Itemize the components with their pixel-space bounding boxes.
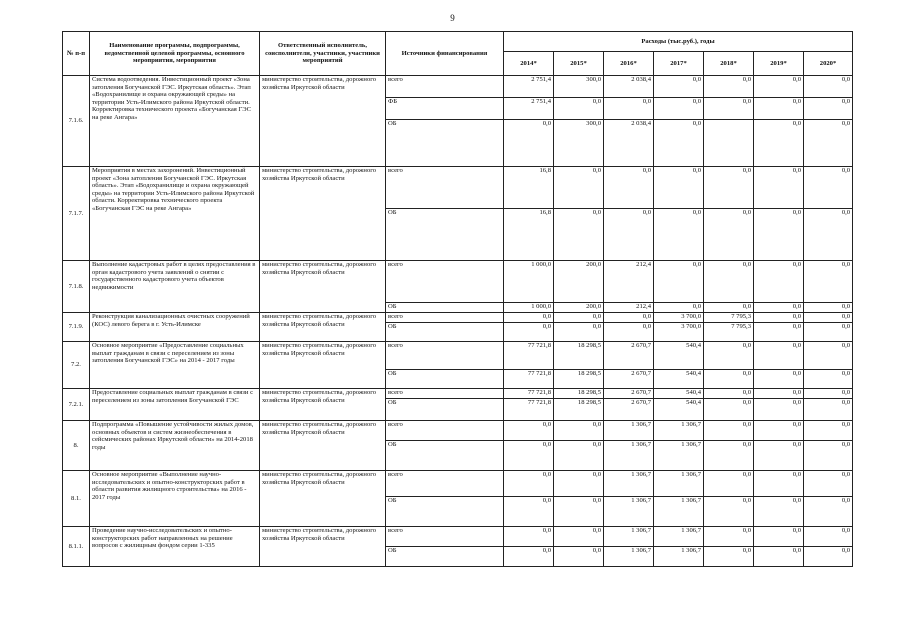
funding-source: ОБ [386, 497, 504, 527]
row-number: 7.1.7. [63, 167, 90, 261]
expense-value: 16,8 [504, 209, 554, 261]
table-row [63, 313, 853, 323]
funding-source: всего [386, 389, 504, 399]
header-expenses: Расходы (тыс.руб.), годы [504, 32, 853, 52]
funding-source: всего [386, 471, 504, 497]
activity-name: Основное мероприятие «Выполнение научно-исследовательских и опытно-конструкторских работ в области развития жилищного строительства» на 2016 - 2017 годы [90, 471, 260, 527]
expense-value: 0,0 [804, 547, 853, 567]
activity-name: Основное мероприятие «Предоставление социальных выплат гражданам в связи с переселением из зоны затопления Богучанской ГЭС» на 2014 - 2017 годы [90, 342, 260, 389]
activity-name: Выполнение кадастровых работ в целях предоставления в орган кадастрового учета заявлений о снятии с государственного кадастрового учета объектов недвижимости [90, 261, 260, 313]
expense-value: 1 306,7 [654, 547, 704, 567]
expense-value: 212,4 [604, 303, 654, 313]
expense-value: 0,0 [804, 261, 853, 303]
expense-value: 0,0 [704, 370, 754, 389]
row-number: 7.1.8. [63, 261, 90, 313]
expense-value: 2 670,7 [604, 342, 654, 370]
expense-value: 0,0 [554, 167, 604, 209]
expense-value: 0,0 [504, 471, 554, 497]
table-body [63, 76, 853, 567]
expense-value: 0,0 [554, 313, 604, 323]
expense-value: 540,4 [654, 342, 704, 370]
header-name: Наименование программы, подпрограммы, ведомственной целевой программы, основного мероприятия, мероприятия [90, 32, 260, 76]
responsible-executor: министерство строительства, дорожного хозяйства Иркутской области [260, 471, 386, 527]
expense-value [704, 120, 754, 167]
responsible-executor: министерство строительства, дорожного хозяйства Иркутской области [260, 167, 386, 261]
expense-value: 0,0 [704, 471, 754, 497]
responsible-executor: министерство строительства, дорожного хозяйства Иркутской области [260, 421, 386, 471]
expense-value: 1 306,7 [604, 527, 654, 547]
expense-value: 0,0 [654, 76, 704, 98]
expense-value: 0,0 [704, 98, 754, 120]
expense-value: 0,0 [704, 167, 754, 209]
expense-value: 0,0 [554, 547, 604, 567]
expense-value: 2 751,4 [504, 98, 554, 120]
expense-value: 2 751,4 [504, 76, 554, 98]
row-number: 8.1.1. [63, 527, 90, 567]
expense-value: 0,0 [754, 399, 804, 421]
expense-value: 0,0 [704, 421, 754, 441]
expense-value: 18 298,5 [554, 399, 604, 421]
expense-value: 2 038,4 [604, 120, 654, 167]
expense-value: 1 306,7 [654, 471, 704, 497]
expense-value: 0,0 [754, 497, 804, 527]
expense-value: 0,0 [804, 167, 853, 209]
activity-name: Проведение научно-исследовательских и опытно-конструкторских работ направленных на решение вопросов с жилищным фондом серии 1-335 [90, 527, 260, 567]
expense-value: 77 721,8 [504, 389, 554, 399]
row-number: 8. [63, 421, 90, 471]
header-year: 2017* [654, 52, 704, 76]
table-row [63, 261, 853, 303]
table-row [63, 471, 853, 497]
expense-value: 16,8 [504, 167, 554, 209]
funding-source: всего [386, 261, 504, 303]
funding-source: всего [386, 527, 504, 547]
funding-source: ОБ [386, 399, 504, 421]
expense-value: 1 306,7 [654, 497, 704, 527]
funding-source: всего [386, 421, 504, 441]
expense-value: 18 298,5 [554, 342, 604, 370]
funding-source: ОБ [386, 120, 504, 167]
expense-value: 0,0 [504, 120, 554, 167]
expense-value: 0,0 [754, 303, 804, 313]
expense-value: 0,0 [554, 323, 604, 342]
expense-value: 0,0 [704, 399, 754, 421]
budget-table [62, 31, 853, 567]
header-year: 2014* [504, 52, 554, 76]
expense-value: 0,0 [504, 313, 554, 323]
expense-value: 0,0 [754, 261, 804, 303]
funding-source: ОБ [386, 441, 504, 471]
expense-value: 200,0 [554, 303, 604, 313]
responsible-executor: министерство строительства, дорожного хозяйства Иркутской области [260, 313, 386, 342]
expense-value: 0,0 [754, 76, 804, 98]
header-num: № п-п [63, 32, 90, 76]
expense-value: 0,0 [604, 167, 654, 209]
header-responsible: Ответственный исполнитель, соисполнители, участники, участники мероприятий [260, 32, 386, 76]
expense-value: 3 700,0 [654, 323, 704, 342]
expense-value: 0,0 [504, 323, 554, 342]
expense-value: 0,0 [504, 547, 554, 567]
funding-source: всего [386, 313, 504, 323]
expense-value: 0,0 [704, 497, 754, 527]
funding-source: ОБ [386, 547, 504, 567]
expense-value: 0,0 [704, 441, 754, 471]
table-row [63, 389, 853, 399]
expense-value: 0,0 [604, 98, 654, 120]
table-row [63, 342, 853, 370]
expense-value: 0,0 [654, 261, 704, 303]
expense-value: 200,0 [554, 261, 604, 303]
expense-value: 0,0 [754, 370, 804, 389]
expense-value: 0,0 [804, 399, 853, 421]
expense-value: 0,0 [554, 98, 604, 120]
expense-value: 77 721,8 [504, 342, 554, 370]
funding-source: ФБ [386, 98, 504, 120]
row-number: 7.1.6. [63, 76, 90, 167]
table-row [63, 421, 853, 441]
expense-value: 0,0 [704, 209, 754, 261]
expense-value: 0,0 [754, 323, 804, 342]
expense-value: 0,0 [554, 209, 604, 261]
expense-value: 0,0 [804, 323, 853, 342]
row-number: 7.2. [63, 342, 90, 389]
expense-value: 0,0 [754, 441, 804, 471]
funding-source: ОБ [386, 323, 504, 342]
expense-value: 1 306,7 [654, 421, 704, 441]
header-year: 2020* [804, 52, 853, 76]
expense-value: 0,0 [754, 98, 804, 120]
expense-value: 0,0 [754, 209, 804, 261]
table-row [63, 167, 853, 209]
row-number: 7.2.1. [63, 389, 90, 421]
expense-value: 2 670,7 [604, 399, 654, 421]
expense-value: 0,0 [704, 303, 754, 313]
expense-value: 0,0 [754, 342, 804, 370]
page-number: 9 [450, 13, 455, 23]
expense-value: 212,4 [604, 261, 654, 303]
expense-value: 0,0 [804, 497, 853, 527]
expense-value: 0,0 [654, 167, 704, 209]
expense-value: 540,4 [654, 370, 704, 389]
expense-value: 0,0 [754, 120, 804, 167]
funding-source: ОБ [386, 209, 504, 261]
expense-value: 0,0 [804, 209, 853, 261]
activity-name: Мероприятия в местах захоронений. Инвестиционный проект «Зона затопления Богучанской ГЭС. Иркутская область». Этап «Водохранилище и охрана окружающей среды» на территории Усть-Илимского района Иркутской области. Корректировка технического проекта «Богучанская ГЭС на реке Ангара» [90, 167, 260, 261]
table-row [63, 76, 853, 98]
expense-value: 0,0 [554, 471, 604, 497]
expense-value: 18 298,5 [554, 370, 604, 389]
expense-value: 0,0 [604, 209, 654, 261]
header-year: 2016* [604, 52, 654, 76]
expense-value: 0,0 [554, 441, 604, 471]
expense-value: 300,0 [554, 76, 604, 98]
expense-value: 0,0 [754, 471, 804, 497]
expense-value: 0,0 [604, 313, 654, 323]
expense-value: 3 700,0 [654, 313, 704, 323]
responsible-executor: министерство строительства, дорожного хозяйства Иркутской области [260, 389, 386, 421]
expense-value: 7 795,3 [704, 313, 754, 323]
expense-value: 0,0 [754, 527, 804, 547]
activity-name: Реконструкция канализационных очистных сооружений (КОС) левого берега в г. Усть-Илимске [90, 313, 260, 342]
expense-value: 1 306,7 [604, 421, 654, 441]
header-row [63, 32, 853, 52]
expense-value: 0,0 [604, 323, 654, 342]
expense-value: 1 306,7 [654, 527, 704, 547]
table-row [63, 527, 853, 547]
expense-value: 1 306,7 [604, 441, 654, 471]
expense-value: 0,0 [754, 167, 804, 209]
funding-source: ОБ [386, 303, 504, 313]
expense-value: 0,0 [754, 547, 804, 567]
funding-source: всего [386, 76, 504, 98]
expense-value: 0,0 [654, 120, 704, 167]
responsible-executor: министерство строительства, дорожного хозяйства Иркутской области [260, 261, 386, 313]
activity-name: Система водоотведения. Инвестиционный проект «Зона затопления Богучанской ГЭС. Иркутская область». Этап «Водохранилище и охрана окружающей среды» на территории Усть-Илимского района Иркутской области. Корректировка технического проекта «Богучанская ГЭС на реке Ангара» [90, 76, 260, 167]
responsible-executor: министерство строительства, дорожного хозяйства Иркутской области [260, 342, 386, 389]
row-number: 7.1.9. [63, 313, 90, 342]
expense-value: 0,0 [504, 421, 554, 441]
expense-value: 0,0 [554, 497, 604, 527]
expense-value: 0,0 [804, 342, 853, 370]
expense-value: 0,0 [704, 547, 754, 567]
expense-value: 0,0 [804, 370, 853, 389]
expense-value: 1 306,7 [654, 441, 704, 471]
expense-value: 0,0 [704, 389, 754, 399]
expense-value: 7 795,3 [704, 323, 754, 342]
expense-value: 0,0 [704, 342, 754, 370]
header-year: 2019* [754, 52, 804, 76]
funding-source: всего [386, 342, 504, 370]
expense-value: 0,0 [554, 421, 604, 441]
header-year: 2015* [554, 52, 604, 76]
expense-value: 0,0 [704, 76, 754, 98]
expense-value: 1 000,0 [504, 303, 554, 313]
expense-value: 0,0 [504, 441, 554, 471]
expense-value: 0,0 [804, 98, 853, 120]
expense-value: 0,0 [654, 303, 704, 313]
expense-value: 2 670,7 [604, 370, 654, 389]
header-sources: Источники финансирования [386, 32, 504, 76]
responsible-executor: министерство строительства, дорожного хозяйства Иркутской области [260, 76, 386, 167]
expense-value: 1 306,7 [604, 497, 654, 527]
expense-value: 2 038,4 [604, 76, 654, 98]
expense-value: 1 306,7 [604, 547, 654, 567]
expense-value: 540,4 [654, 389, 704, 399]
row-number: 8.1. [63, 471, 90, 527]
funding-source: ОБ [386, 370, 504, 389]
expense-value: 1 306,7 [604, 471, 654, 497]
expense-value: 0,0 [554, 527, 604, 547]
expense-value: 0,0 [804, 76, 853, 98]
expense-value: 0,0 [754, 389, 804, 399]
responsible-executor: министерство строительства, дорожного хозяйства Иркутской области [260, 527, 386, 567]
expense-value: 0,0 [704, 261, 754, 303]
expense-value: 0,0 [804, 421, 853, 441]
expense-value: 540,4 [654, 399, 704, 421]
expense-value: 0,0 [504, 527, 554, 547]
activity-name: Подпрограмма «Повышение устойчивости жилых домов, основных объектов и систем жизнеобеспечения в сейсмических районах Иркутской области» на 2014-2018 годы [90, 421, 260, 471]
expense-value: 0,0 [804, 313, 853, 323]
expense-value: 0,0 [754, 313, 804, 323]
expense-value: 0,0 [654, 209, 704, 261]
expense-value: 0,0 [804, 441, 853, 471]
expense-value: 77 721,8 [504, 370, 554, 389]
expense-value: 0,0 [754, 421, 804, 441]
expense-value: 0,0 [654, 98, 704, 120]
expense-value: 1 000,0 [504, 261, 554, 303]
expense-value: 0,0 [804, 527, 853, 547]
expense-value: 77 721,8 [504, 399, 554, 421]
expense-value: 0,0 [804, 471, 853, 497]
expense-value: 0,0 [804, 389, 853, 399]
header-year: 2018* [704, 52, 754, 76]
expense-value: 0,0 [504, 497, 554, 527]
expense-value: 18 298,5 [554, 389, 604, 399]
expense-value: 2 670,7 [604, 389, 654, 399]
expense-value: 0,0 [804, 303, 853, 313]
expense-value: 300,0 [554, 120, 604, 167]
activity-name: Предоставление социальных выплат гражданам в связи с переселением из зоны затопления Богучанской ГЭС [90, 389, 260, 421]
expense-value: 0,0 [704, 527, 754, 547]
expense-value: 0,0 [804, 120, 853, 167]
funding-source: всего [386, 167, 504, 209]
